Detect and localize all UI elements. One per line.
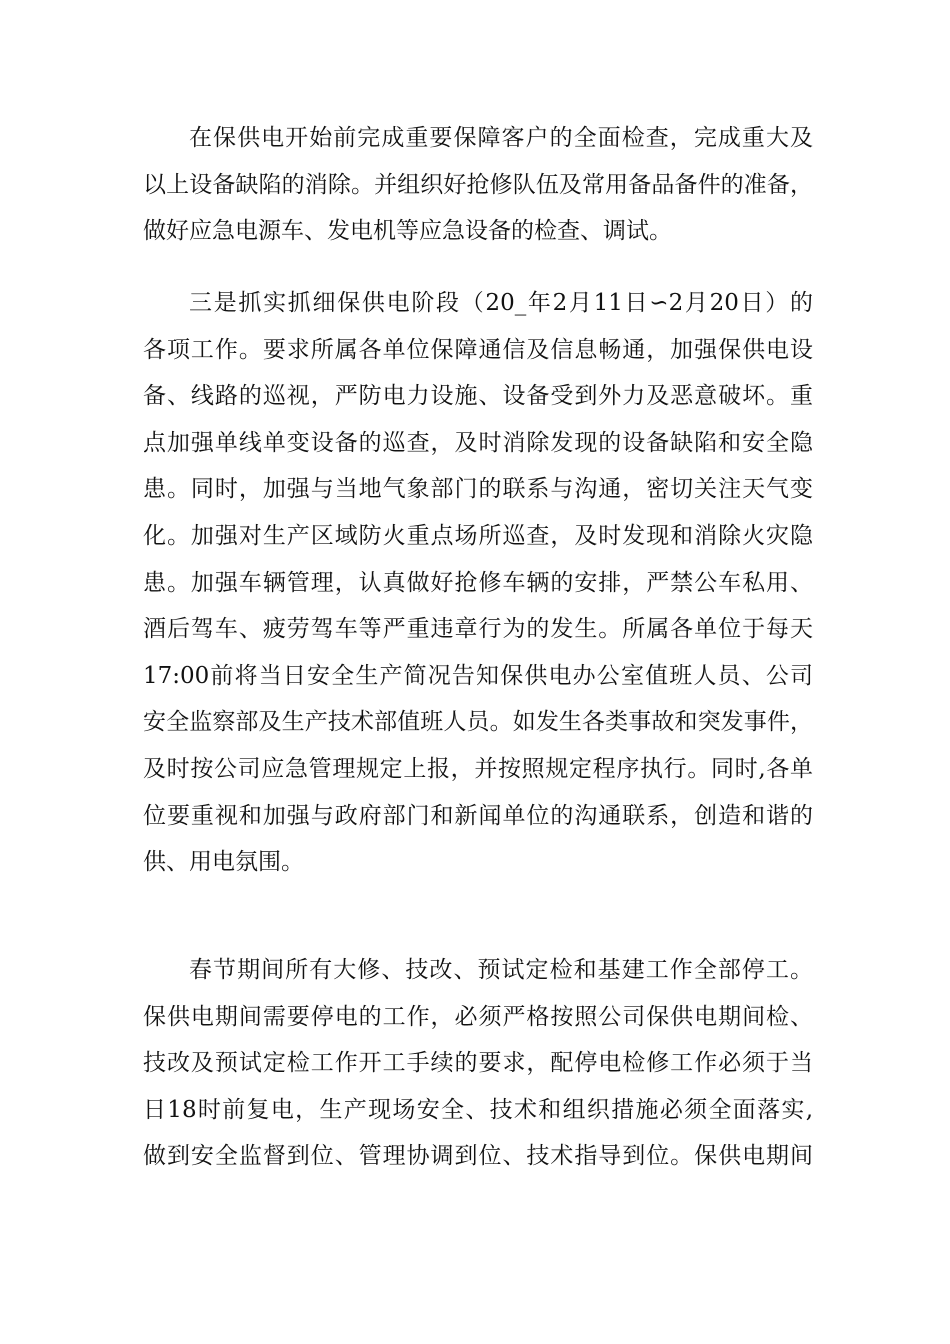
paragraph-preparation <box>143 115 813 255</box>
text-line: 备、线路的巡视，严防电力设施、设备受到外力及恶意破坏。重 <box>143 383 813 410</box>
text-line: 春节期间所有大修、技改、预试定检和基建工作全部停工。 <box>189 957 813 983</box>
text-line: 患。同时，加强与当地气象部门的联系与沟通，密切关注天气变 <box>143 476 813 503</box>
text-line: 各项工作。要求所属各单位保障通信及信息畅通，加强保供电设 <box>143 336 813 363</box>
text-line: 酒后驾车、疲劳驾车等严重违章行为的发生。所属各单位于每天 <box>143 616 813 643</box>
text-line: 三是抓实抓细保供电阶段（20_年2月11日∽2月20日）的 <box>189 290 813 316</box>
text-line: 安全监察部及生产技术部值班人员。如发生各类事故和突发事件， <box>143 709 813 736</box>
text-line: 患。加强车辆管理，认真做好抢修车辆的安排，严禁公车私用、 <box>143 569 813 596</box>
text-line: 技改及预试定检工作开工手续的要求，配停电检修工作必须于当 <box>143 1050 813 1077</box>
text-line: 保供电期间需要停电的工作，必须严格按照公司保供电期间检、 <box>143 1003 813 1030</box>
text-line: 化。加强对生产区域防火重点场所巡查，及时发现和消除火灾隐 <box>143 522 813 549</box>
text-line: 供、用电氛围。 <box>143 849 304 876</box>
paragraph-spring-festival <box>143 947 813 1180</box>
text-line: 点加强单线单变设备的巡查，及时消除发现的设备缺陷和安全隐 <box>143 429 813 456</box>
text-line: 以上设备缺陷的消除。并组织好抢修队伍及常用备品备件的准备， <box>143 171 813 198</box>
text-line: 位要重视和加强与政府部门和新闻单位的沟通联系，创造和谐的 <box>143 802 813 829</box>
text-line: 在保供电开始前完成重要保障客户的全面检查，完成重大及 <box>189 125 813 151</box>
text-line: 日18时前复电，生产现场安全、技术和组织措施必须全面落实, <box>143 1096 813 1123</box>
text-line: 17:00前将当日安全生产简况告知保供电办公室值班人员、公司 <box>143 662 813 689</box>
text-line: 做好应急电源车、发电机等应急设备的检查、调试。 <box>143 218 672 245</box>
text-line: 做到安全监督到位、管理协调到位、技术指导到位。保供电期间 <box>143 1143 813 1170</box>
paragraph-power-supply-stage <box>143 280 813 886</box>
text-line: 及时按公司应急管理规定上报，并按照规定程序执行。同时,各单 <box>143 755 813 782</box>
